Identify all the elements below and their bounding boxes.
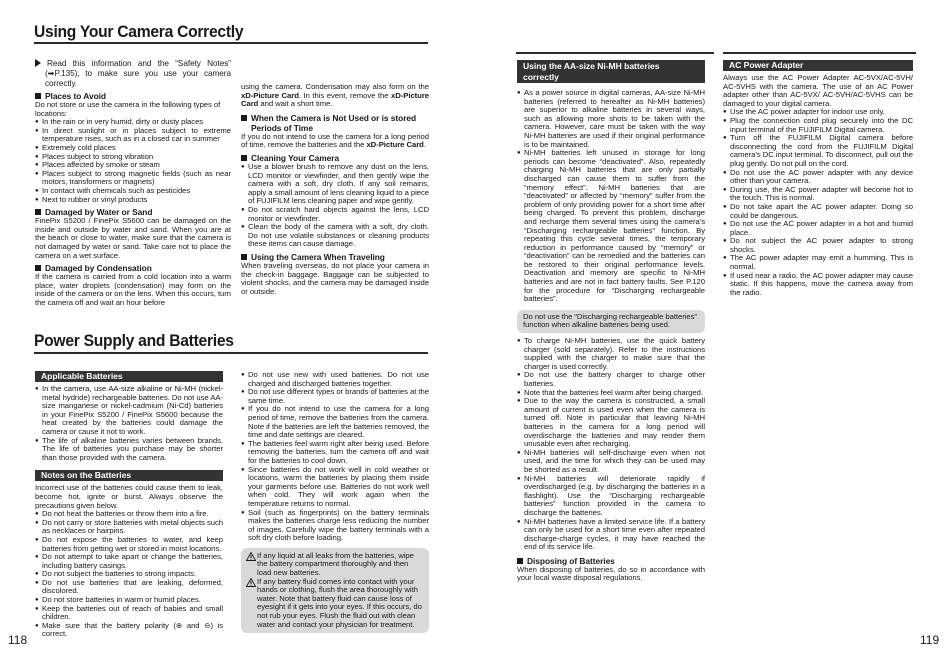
section-title-power: Power Supply and Batteries xyxy=(34,331,234,350)
water-heading: Damaged by Water or Sand xyxy=(35,207,231,217)
list-item: ● Do not use the AC power adapter in a hot and humid place. xyxy=(723,220,913,237)
nimh-list-2 xyxy=(517,337,705,552)
list-item: ● Do not use batteries that are leaking, deformed, discolored. xyxy=(35,579,223,596)
title-rule xyxy=(34,42,428,44)
list-item: ● Keep the batteries out of reach of babies and small children. xyxy=(35,605,223,622)
list-item: ● Ni-MH batteries will deteriorate rapidly if overdischarged (e.g. by discharging the batteries in a flashlight). Use the “Discharging rechargeable batteries” function provided in the camera to discharge the batteries. xyxy=(517,475,705,518)
warning-item: If any liquid at all leaks from the batteries, wipe the battery compartment thoroughly and then load new batteries. xyxy=(246,552,423,578)
list-item: ● Places subject to strong magnetic fields (such as near motors, transformers or magnets) xyxy=(35,170,231,187)
list-item: ● Ni-MH batteries have a limited service life. If a battery can only be used for a short time even after repeated discharge-charge cycles, it may have reached the end of its service life. xyxy=(517,518,705,552)
right-col1 xyxy=(517,60,705,583)
list-item: ● Do not use the battery charger to charge other batteries. xyxy=(517,371,705,388)
list-item: ● Soil (such as fingerprints) on the battery terminals makes the batteries charge less reducing the number of images. Carefully wipe the battery terminals with a soft dry cloth before loading. xyxy=(241,509,429,543)
disposing-heading: Disposing of Batteries xyxy=(517,556,705,566)
nimh-note: Do not use the “Discharging rechargeable batteries” function when alkaline batteries being used. xyxy=(517,310,705,333)
list-item: ● Do not carry or store batteries with metal objects such as necklaces or hairpins. xyxy=(35,519,223,536)
page-number-right: 119 xyxy=(920,633,940,647)
applicable-heading: Applicable Batteries xyxy=(35,371,223,382)
list-item: ● Places subject to strong vibration xyxy=(35,153,231,162)
list-item: ● Do not store batteries in warm or humid places. xyxy=(35,596,223,605)
warning-icon xyxy=(246,552,256,561)
list-item: ● Do not subject the AC power adapter to strong shocks. xyxy=(723,237,913,254)
list-item: ● In direct sunlight or in places subject to extreme temperature rises, such as in a closed car in summer xyxy=(35,127,231,144)
list-item: ● Use the AC power adapter for indoor use only. xyxy=(723,108,913,117)
list-item: ● If used near a radio, the AC power adapter may cause static. If this happens, move the camera away from the radio. xyxy=(723,272,913,298)
list-item: ● In the camera, use AA-size alkaline or Ni-MH (nickel-metal hydride) rechargeable batteries. Do not use AA-size manganese or nickel-cadmium (Ni-Cd) batteries in your FinePix S5200 / FinePix S5600 because the heat created by the batteries could damage the camera or cause it not to work. xyxy=(35,385,223,437)
places-list xyxy=(35,118,231,204)
intro-text: Read this information and the “Safety Notes” (➡P.135), to make sure you use your camera correctly. xyxy=(35,59,231,89)
list-item: ● As a power source in digital cameras, AA-size Ni-MH batteries (referred to hereafter as Ni-MH batteries) are superior to alkaline batteries in several ways, such as allowing more shots to be taken with the camera. However, care must be taken with the way Ni-MH batteries are used if their original performance is to be maintained. xyxy=(517,89,705,149)
list-item: ● Note that the batteries feel warm after being charged. xyxy=(517,389,705,398)
list-item: ● Extremely cold places xyxy=(35,144,231,153)
warning-icon xyxy=(246,578,256,587)
list-item: ● The AC power adapter may emit a humming. This is normal. xyxy=(723,254,913,271)
list-item: ● Ni-MH batteries left unused in storage for long periods can become “deactivated”. Also, repeatedly charging Ni-MH batteries that are only partially discharged can cause them to suffer from the “memory effect”. Ni-MH batteries that are “deactivated” or affected by “memory” suffer from the problem of only providing power for a short time after being charged. To prevent this problem, discharge and recharge them several times using the camera’s “Discharging rechargeable batteries” function. By repeating this cycle several times, the temporary reduction in performance caused by “memory” or “deactivation” can be remedied and the batteries can be restored to their original performance levels. Deactivation and memory are specific to Ni-MH batteries and are not in fact battery faults. See P.120 for the procedure for “Discharging rechargeable batteries”. xyxy=(517,149,705,304)
traveling-heading: Using the Camera When Traveling xyxy=(241,252,429,262)
water-text: FinePix S5200 / FinePix S5600 can be damaged on the inside and outside by water and sand. When you are at the beach or close to water, make sure that the camera is not damaged by water or sand. Take care not to place the camera on a wet surface. xyxy=(35,216,231,260)
list-item: ● Clean the body of the camera with a soft, dry cloth. Do not use volatile substances or cleaning products these items can cause damage. xyxy=(241,223,429,249)
condensation-text: If the camera is carried from a cold location into a warm place, water droplets (condensation) may form on the inside of the camera or on the lens. When this occurs, turn the camera off and wait an hour before xyxy=(35,272,231,307)
list-item: ● Do not take apart the AC power adapter. Doing so could be dangerous. xyxy=(723,203,913,220)
power-rule xyxy=(34,352,428,354)
condensation-heading: Damaged by Condensation xyxy=(35,263,231,273)
warning-box xyxy=(241,548,429,633)
list-item: ● Use a blower brush to remove any dust on the lens, LCD monitor or viewfinder, and then gently wipe the camera with a soft, dry cloth. If any soil remains, apply a small amount of lens cleaning liquid to a piece of FUJIFILM lens cleaning paper and wipe gently. xyxy=(241,163,429,206)
list-item: ● Do not attempt to take apart or change the batteries, including battery casings. xyxy=(35,553,223,570)
list-item: ● Ni-MH batteries will self-discharge even when not used, and the time for which they can be used may be shorted as a result. xyxy=(517,449,705,475)
right-col2 xyxy=(723,60,913,297)
list-item: ● Do not use different types or brands of batteries at the same time. xyxy=(241,388,429,405)
list-item: ● Do not use new with used batteries. Do not use charged and discharged batteries together. xyxy=(241,371,429,388)
list-item: ● Do not subject the batteries to strong impacts. xyxy=(35,570,223,579)
arrow-right-icon xyxy=(35,59,41,67)
list-item: ● Do not use the AC power adapter with any device other than your camera. xyxy=(723,169,913,186)
list-item: ● Do not heat the batteries or throw them into a fire. xyxy=(35,510,223,519)
places-heading: Places to Avoid xyxy=(35,91,231,101)
nimh-rule xyxy=(516,52,714,54)
notes-text: Incorrect use of the batteries could cause them to leak, become hot, ignite or burst. Always observe the precautions given below. xyxy=(35,483,223,510)
list-item: ● Since batteries do not work well in cold weather or locations, warm the batteries by placing them inside your garments before use. Batteries do not work well when cold. They will work again when the temperature returns to normal. xyxy=(241,466,429,509)
ac-list xyxy=(723,108,913,297)
batteries-list xyxy=(241,371,429,543)
cleaning-heading: Cleaning Your Camera xyxy=(241,153,429,163)
nimh-heading: Using the AA-size Ni-MH batteries correctly xyxy=(517,60,705,83)
warning-item: If any battery fluid comes into contact with your hands or clothing, flush the area thoroughly with water. Note that battery fluid can cause loss of eyesight if it gets into your eyes. If this occurs, do not rub your eyes. Flush the fluid out with clean water and contact your physician for treatment. xyxy=(246,578,423,630)
list-item: ● Make sure that the battery polarity (⊕ and ⊖) is correct. xyxy=(35,622,223,639)
list-item: ● Turn off the FUJIFILM Digital camera before disconnecting the cord from the FUJIFILM Digital camera’s DC input terminal. To disconnect, pull out the plug gently. Do not pull on the cord. xyxy=(723,134,913,168)
ac-text: Always use the AC Power Adapter AC-5VX/AC-5VH/ AC-5VHS with the camera. The use of an AC Power adapter other than AC-5VX/ AC-5VH/AC-5VHS can be damaged to your digital camera. xyxy=(723,73,913,108)
list-item: ● Do not scratch hard objects against the lens, LCD monitor or viewfinder. xyxy=(241,206,429,223)
list-item: ● During use, the AC power adapter will become hot to the touch. This is normal. xyxy=(723,186,913,203)
page-number-left: 118 xyxy=(8,633,28,647)
list-item: ● Do not expose the batteries to water, and keep batteries from getting wet or stored in moist locations. xyxy=(35,536,223,553)
nimh-list xyxy=(517,89,705,304)
notes-heading: Notes on the Batteries xyxy=(35,470,223,481)
notes-list xyxy=(35,510,223,639)
list-item: ● Due to the way the camera is constructed, a small amount of current is used even when the camera is turned off. Note in particular that leaving Ni-MH batteries in the camera for a long period will overdischarge the batteries and may render them unusable even after recharging. xyxy=(517,397,705,449)
list-item: ● In contact with chemicals such as pesticides xyxy=(35,187,231,196)
left-col1-bottom xyxy=(35,371,223,639)
left-col2-top xyxy=(241,83,429,296)
left-col2-bottom xyxy=(241,371,429,633)
applicable-list xyxy=(35,385,223,462)
ac-heading: AC Power Adapter xyxy=(723,60,913,71)
traveling-text: When traveling overseas, do not place your camera in the check-in baggage. Baggage can be subjected to violent shocks, and the camera may be damaged inside or outside. xyxy=(241,260,429,296)
places-text: Do not store or use the camera in the following types of locations: xyxy=(35,100,221,118)
list-item: ● Places affected by smoke or steam xyxy=(35,161,231,170)
list-item: ● The life of alkaline batteries varies between brands. The life of batteries you purchase may be shorter than those provided with the camera. xyxy=(35,437,223,463)
list-item: ● Plug the connection cord plug securely into the DC input terminal of the FUJIFILM Digital camera. xyxy=(723,117,913,134)
not-used-text: If you do not intend to use the camera for a long period of time, remove the batteries and the xD-Picture Card. xyxy=(241,131,429,150)
left-col1-top xyxy=(35,59,231,307)
page-title-using-camera: Using Your Camera Correctly xyxy=(34,22,244,41)
cleaning-list xyxy=(241,163,429,249)
list-item: ● The batteries feel warm right after being used. Before removing the batteries, turn the camera off and wait for the batteries to cool down. xyxy=(241,440,429,466)
disposing-text: When disposing of batteries, do so in accordance with your local waste disposal regulations. xyxy=(517,564,705,583)
condensation-cont: using the camera. Condensation may also form on the xD-Picture Card. In this event, remove the xD-Picture Card and wait a short time. xyxy=(241,82,429,109)
not-used-heading: When the Camera is Not Used or is stored Periods of Time xyxy=(241,113,429,133)
list-item: ● In the rain or in very humid, dirty or dusty places xyxy=(35,118,231,127)
list-item: ● If you do not intend to use the camera for a long period of time, remove the batteries from the camera. Note if the batteries are left the batteries removed, the time and date settings are cleared. xyxy=(241,405,429,439)
list-item: ● Next to rubber or vinyl products xyxy=(35,196,231,205)
ac-rule xyxy=(723,52,916,54)
list-item: ● To charge Ni-MH batteries, use the quick battery charger (sold separately). Refer to the instructions supplied with the charger to make sure that the charger is used correctly. xyxy=(517,337,705,371)
